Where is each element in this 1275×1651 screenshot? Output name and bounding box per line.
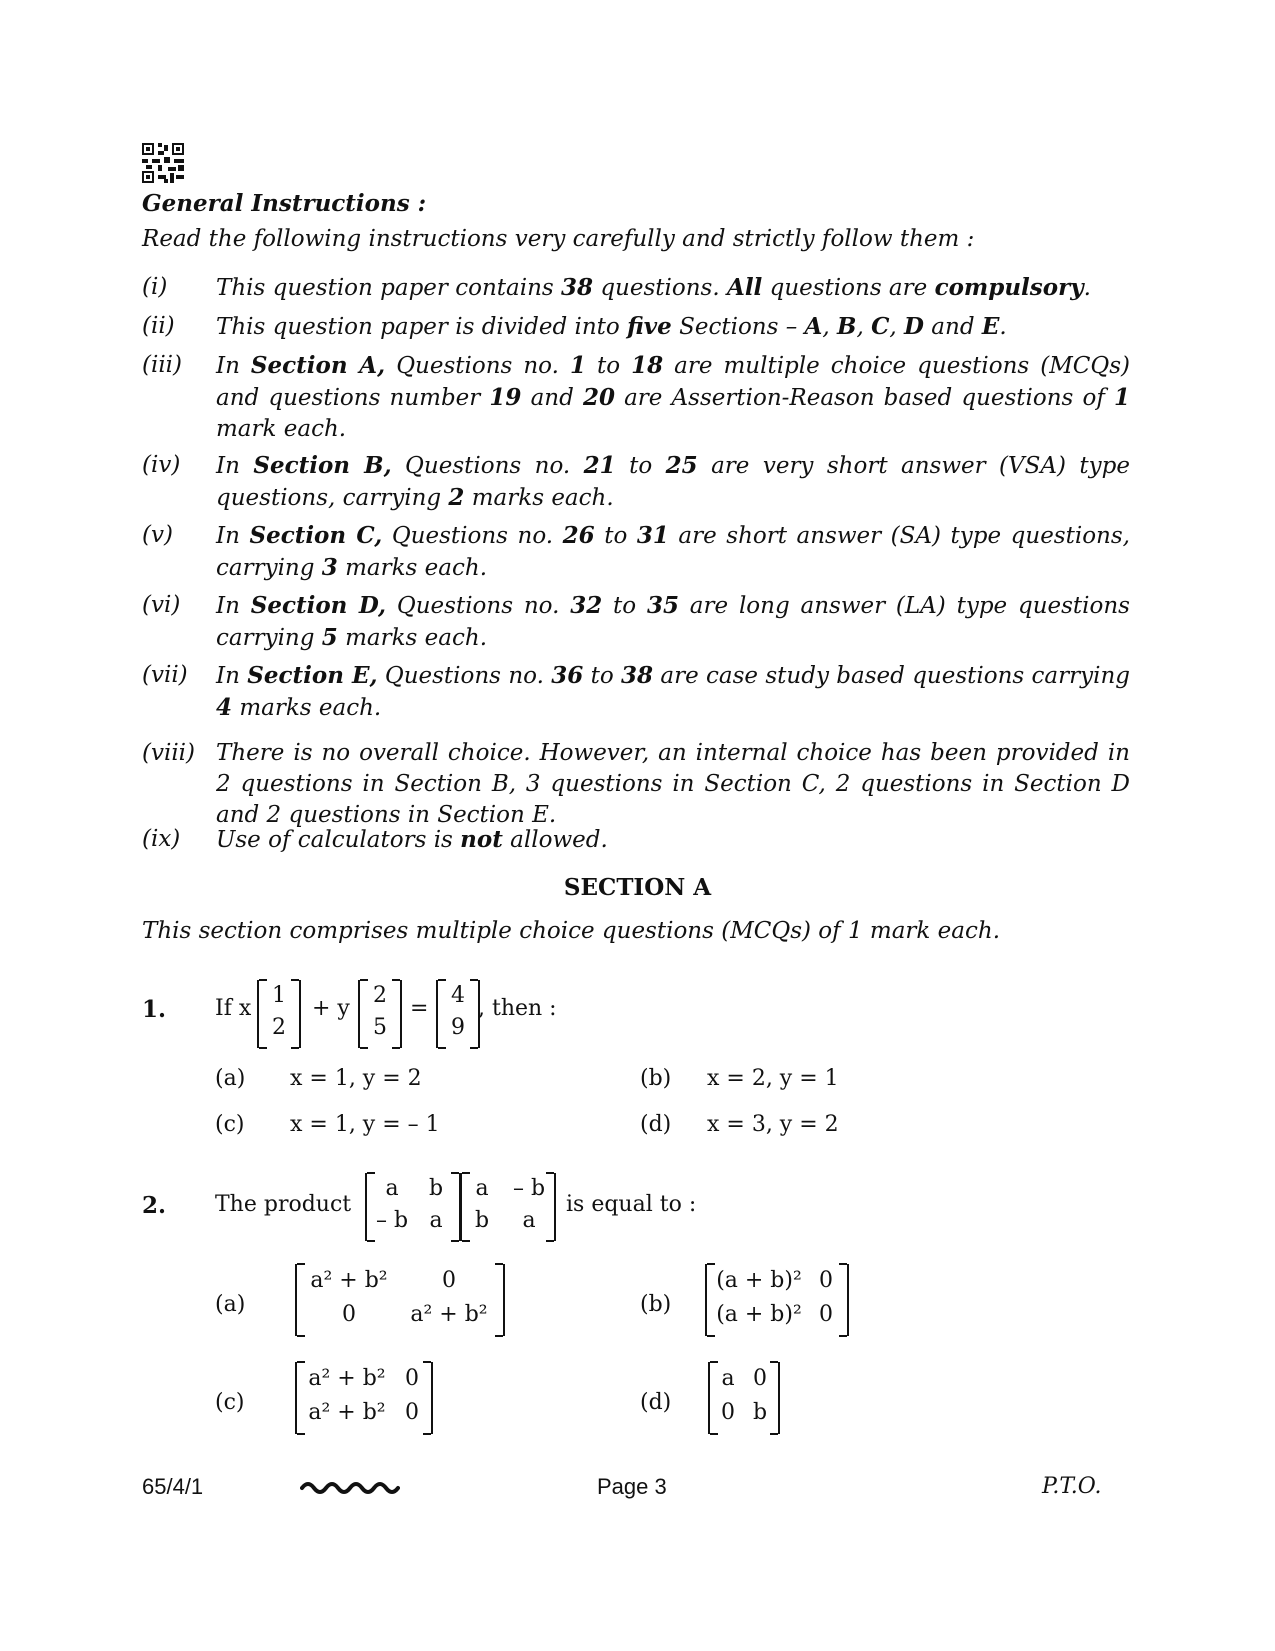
q2-matrix-1 <box>365 1173 461 1241</box>
qr-code-icon <box>142 143 184 183</box>
question-number: 1. <box>142 996 167 1023</box>
instruction-text: In Section E, Questions no. 36 to 38 are case study based questions carrying 4 marks each. <box>216 662 1131 721</box>
instructions-intro: Read the following instructions very carefully and strictly follow them : <box>142 226 975 252</box>
q2-matrix-2 <box>460 1173 556 1241</box>
page-number: Page 3 <box>597 1474 667 1499</box>
option-text: x = 2, y = 1 <box>707 1066 839 1091</box>
instruction-number: (ii) <box>142 313 175 339</box>
instruction-number: (iv) <box>142 452 181 478</box>
option-label: (b) <box>640 1292 672 1317</box>
instruction-text: This question paper contains 38 questions. All questions are compulsory. <box>216 274 1091 301</box>
matrix-cell: 0 <box>819 1268 833 1293</box>
matrix-cell: a <box>385 1176 399 1201</box>
pto-label: P.T.O. <box>1042 1474 1102 1499</box>
q1-matrix-2 <box>358 980 402 1048</box>
instruction-number: (vii) <box>142 662 188 688</box>
wave-ornament-icon <box>300 1478 400 1494</box>
instruction-number: (iii) <box>142 352 183 378</box>
option-label: (d) <box>640 1112 672 1137</box>
section-description: This section comprises multiple choice questions (MCQs) of 1 mark each. <box>142 918 1001 944</box>
q1-matrix-1 <box>257 980 301 1048</box>
instruction-text: In Section C, Questions no. 26 to 31 are short answer (SA) type questions, carrying 3 marks each. <box>216 522 1130 581</box>
q2-option-c-matrix <box>295 1362 433 1434</box>
instruction-text: In Section D, Questions no. 32 to 35 are long answer (LA) type questions carrying 5 marks each. <box>216 592 1130 651</box>
matrix-cell: 1 <box>272 983 286 1008</box>
option-label: (c) <box>215 1112 245 1137</box>
instruction-number: (ix) <box>142 826 181 852</box>
q2-option-b-matrix <box>705 1264 849 1336</box>
option-label: (a) <box>215 1066 246 1091</box>
instruction-text: In Section B, Questions no. 21 to 25 are very short answer (VSA) type questions, carrying 2 marks each. <box>216 452 1130 511</box>
q1-if-text: If x <box>215 996 252 1021</box>
matrix-cell: 0 <box>342 1302 356 1327</box>
matrix-cell: 0 <box>753 1366 767 1391</box>
matrix-cell: 0 <box>442 1268 456 1293</box>
q1-then-text: , then : <box>478 996 557 1021</box>
q2-option-a-matrix <box>295 1264 505 1336</box>
matrix-cell: 0 <box>819 1302 833 1327</box>
matrix-cell: a <box>522 1208 536 1233</box>
instruction-text: This question paper is divided into five Sections – A, B, C, D and E. <box>216 313 1007 340</box>
matrix-cell: 0 <box>721 1400 735 1425</box>
matrix-cell: b <box>752 1400 768 1425</box>
matrix-cell: 0 <box>405 1366 419 1391</box>
q2-option-d-matrix <box>708 1362 780 1434</box>
option-label: (b) <box>640 1066 672 1091</box>
option-label: (c) <box>215 1390 245 1415</box>
option-text: x = 1, y = 2 <box>290 1066 422 1091</box>
paper-code: 65/4/1 <box>142 1474 204 1499</box>
matrix-cell: – b <box>375 1208 409 1233</box>
q1-equals-text: = <box>410 996 429 1021</box>
instruction-number: (vi) <box>142 592 181 618</box>
matrix-cell: a² + b² <box>308 1366 386 1391</box>
instruction-number: (viii) <box>142 740 196 766</box>
matrix-cell: 4 <box>451 983 465 1008</box>
general-instructions-heading: General Instructions : <box>142 190 427 217</box>
matrix-cell: 5 <box>373 1015 387 1040</box>
matrix-cell: a² + b² <box>410 1302 488 1327</box>
matrix-cell: b <box>474 1208 490 1233</box>
option-label: (d) <box>640 1390 672 1415</box>
q1-plus-text: + y <box>312 996 350 1021</box>
instruction-text: There is no overall choice. However, an internal choice has been provided in 2 questions in Section B, 3 questions in Section C, 2 questions in Section D and 2 questions in Section E. <box>216 740 1130 828</box>
option-text: x = 1, y = – 1 <box>290 1112 440 1137</box>
option-label: (a) <box>215 1292 246 1317</box>
question-number: 2. <box>142 1192 167 1219</box>
option-text: x = 3, y = 2 <box>707 1112 839 1137</box>
q1-matrix-3 <box>436 980 480 1048</box>
matrix-cell: 2 <box>373 983 387 1008</box>
matrix-cell: a <box>429 1208 443 1233</box>
matrix-cell: a <box>475 1176 489 1201</box>
instruction-number: (i) <box>142 274 168 300</box>
matrix-cell: (a + b)² <box>716 1268 802 1293</box>
q2-post-text: is equal to : <box>566 1192 697 1217</box>
section-title: SECTION A <box>563 874 712 901</box>
matrix-cell: (a + b)² <box>716 1302 802 1327</box>
matrix-cell: a <box>721 1366 735 1391</box>
matrix-cell: a² + b² <box>310 1268 388 1293</box>
matrix-cell: 0 <box>405 1400 419 1425</box>
instruction-text: Use of calculators is not allowed. <box>216 826 608 853</box>
q2-pre-text: The product <box>215 1192 352 1217</box>
matrix-cell: – b <box>512 1176 546 1201</box>
instruction-number: (v) <box>142 522 173 548</box>
matrix-cell: 2 <box>272 1015 286 1040</box>
matrix-cell: b <box>428 1176 444 1201</box>
instruction-text: In Section A, Questions no. 1 to 18 are multiple choice questions (MCQs) and questions number 19 and 20 are Assertion-Reason based questions of 1 mark each. <box>216 352 1130 442</box>
matrix-cell: a² + b² <box>308 1400 386 1425</box>
matrix-cell: 9 <box>451 1015 465 1040</box>
